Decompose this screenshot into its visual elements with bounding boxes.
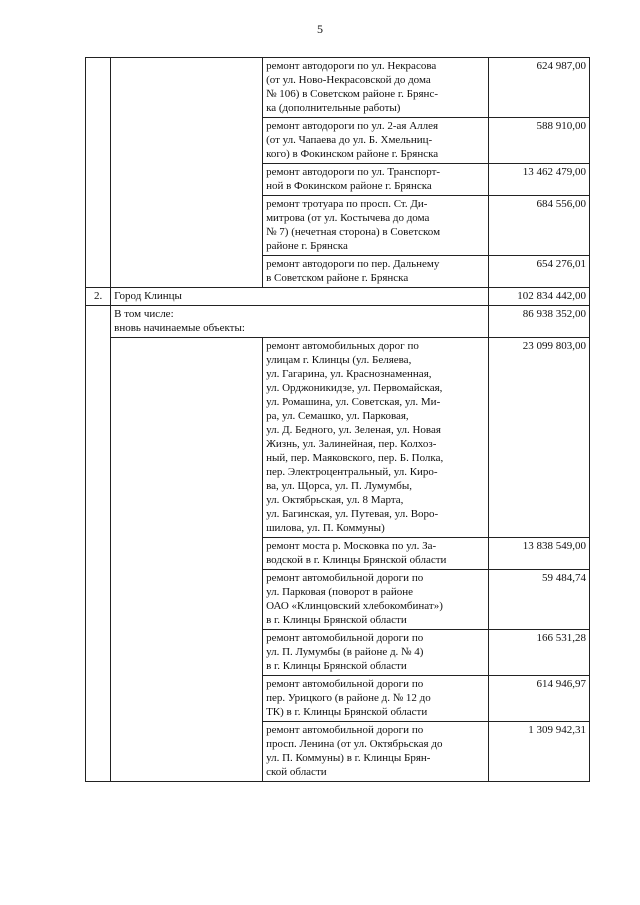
work-description: ремонт моста р. Московка по ул. За- водской в г. Клинцы Брянской области — [263, 538, 489, 570]
work-description: ремонт автомобильной дороги по ул. П. Лумумбы (в районе д. № 4) в г. Клинцы Брянской области — [263, 630, 489, 676]
work-description: ремонт автомобильных дорог по улицам г. Клинцы (ул. Беляева, ул. Гагарина, ул. Краснознаменная, ул. Орджоникидзе, ул. Первомайская, ул. Ромашина, ул. Советская, ул. Ми- ра, ул. Семашко, ул. Парковая, ул. Д. Бедного, ул. Зеленая, ул. Новая Жизнь, ул. Залинейная, пер. Колхоз- ный, пер. Маяковского, пер. Б. Полка, пер. Электроцентральный, ул. Киро- ва, ул. Щорса, ул. П. Лумумбы, ул. Октябрьская, ул. 8 Марта, ул. Багинская, ул. Путевая, ул. Воро- шилова, ул. П. Коммуны) — [263, 338, 489, 538]
work-description: ремонт автомобильной дороги по пер. Урицкого (в районе д. № 12 до ТК) в г. Клинцы Брянской области — [263, 676, 489, 722]
table-row — [86, 338, 590, 538]
budget-table — [85, 57, 590, 782]
amount-cell: 684 556,00 — [489, 196, 590, 256]
row-number-cell — [86, 58, 111, 288]
work-description: ремонт тротуара по просп. Ст. Ди- митрова (от ул. Костычева до дома № 7) (нечетная сторона) в Советском районе г. Брянска — [263, 196, 489, 256]
table-row — [86, 58, 590, 118]
work-description: ремонт автодороги по пер. Дальнему в Советском районе г. Брянска — [263, 256, 489, 288]
amount-cell: 166 531,28 — [489, 630, 590, 676]
amount-cell: 654 276,01 — [489, 256, 590, 288]
work-description: ремонт автомобильной дороги по ул. Парковая (поворот в районе ОАО «Клинцовский хлебокомбинат») в г. Клинцы Брянской области — [263, 570, 489, 630]
city-name: Город Клинцы — [111, 288, 489, 306]
amount-cell: 588 910,00 — [489, 118, 590, 164]
subtotal-row — [86, 306, 590, 338]
object-name-cell — [111, 58, 263, 288]
city-number: 2. — [86, 288, 111, 306]
city-total: 102 834 442,00 — [489, 288, 590, 306]
city-row — [86, 288, 590, 306]
amount-cell: 13 462 479,00 — [489, 164, 590, 196]
amount-cell: 1 309 942,31 — [489, 722, 590, 782]
work-description: ремонт автодороги по ул. Некрасова (от ул. Ново-Некрасовской до дома № 106) в Советском районе г. Брянс- ка (дополнительные работы) — [263, 58, 489, 118]
work-description: ремонт автомобильной дороги по просп. Ленина (от ул. Октябрьская до ул. П. Коммуны) в г. Клинцы Брян- ской области — [263, 722, 489, 782]
object-name-cell — [111, 338, 263, 782]
amount-cell: 23 099 803,00 — [489, 338, 590, 538]
amount-cell: 13 838 549,00 — [489, 538, 590, 570]
amount-cell: 59 484,74 — [489, 570, 590, 630]
subtotal-label: В том числе: вновь начинаемые объекты: — [111, 306, 489, 338]
work-description: ремонт автодороги по ул. 2-ая Аллея (от ул. Чапаева до ул. Б. Хмельниц- кого) в Фокинском районе г. Брянска — [263, 118, 489, 164]
work-description: ремонт автодороги по ул. Транспорт- ной в Фокинском районе г. Брянска — [263, 164, 489, 196]
amount-cell: 614 946,97 — [489, 676, 590, 722]
row-number-cell — [86, 306, 111, 782]
page-number: 5 — [317, 22, 323, 36]
subtotal-amount: 86 938 352,00 — [489, 306, 590, 338]
amount-cell: 624 987,00 — [489, 58, 590, 118]
